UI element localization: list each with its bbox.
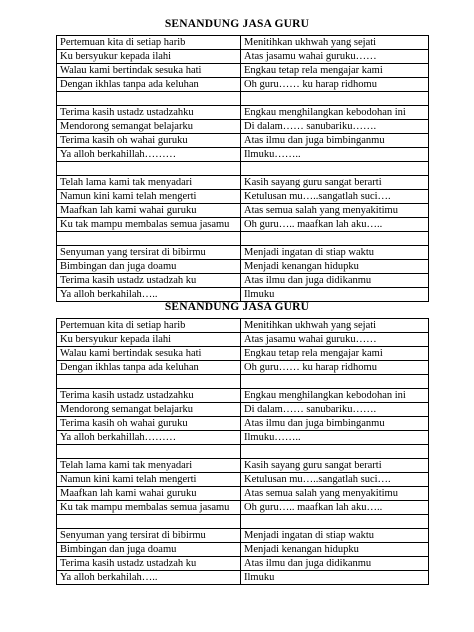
- lyric-line-left: Ya alloh berkahilah…..: [57, 288, 241, 302]
- lyric-row: [57, 319, 429, 333]
- lyric-line-right: Atas ilmu dan juga didikanmu: [241, 274, 429, 288]
- lyric-line-left: Maafkan lah kami wahai guruku: [57, 487, 241, 501]
- lyric-line-right: Oh guru….. maafkan lah aku…..: [241, 218, 429, 232]
- section-1-lyrics-table: [56, 35, 429, 302]
- lyric-line-left: Ya alloh berkahillah………: [57, 148, 241, 162]
- lyric-line-right: Atas jasamu wahai guruku……: [241, 50, 429, 64]
- lyric-row: [57, 557, 429, 571]
- lyric-line-left: Walau kami bertindak sesuka hati: [57, 64, 241, 78]
- lyric-row: [57, 134, 429, 148]
- lyric-row: [57, 78, 429, 92]
- lyric-line-right: Atas ilmu dan juga bimbinganmu: [241, 417, 429, 431]
- lyric-row: [57, 529, 429, 543]
- spacer-row: [57, 445, 429, 459]
- lyric-line-left: Ya alloh berkahilah…..: [57, 571, 241, 585]
- lyric-line-right: Menitihkan ukhwah yang sejati: [241, 36, 429, 50]
- lyric-line-right: [241, 92, 429, 106]
- lyric-line-left: Terima kasih ustadz ustadzahku: [57, 106, 241, 120]
- lyric-row: [57, 218, 429, 232]
- lyric-line-right: Oh guru…… ku harap ridhomu: [241, 78, 429, 92]
- lyric-line-left: Bimbingan dan juga doamu: [57, 260, 241, 274]
- lyric-line-left: Terima kasih ustadz ustadzah ku: [57, 274, 241, 288]
- lyric-line-left: Ku tak mampu membalas semua jasamu: [57, 501, 241, 515]
- lyric-line-right: Engkau tetap rela mengajar kami: [241, 64, 429, 78]
- lyric-line-right: Menjadi kenangan hidupku: [241, 260, 429, 274]
- lyric-row: [57, 417, 429, 431]
- lyric-line-left: Telah lama kami tak menyadari: [57, 176, 241, 190]
- lyric-line-left: Bimbingan dan juga doamu: [57, 543, 241, 557]
- lyric-line-right: Atas semua salah yang menyakitimu: [241, 487, 429, 501]
- lyric-line-left: Pertemuan kita di setiap harib: [57, 36, 241, 50]
- lyric-line-left: Pertemuan kita di setiap harib: [57, 319, 241, 333]
- lyric-line-left: Ku bersyukur kepada ilahi: [57, 333, 241, 347]
- lyric-line-right: Oh guru….. maafkan lah aku…..: [241, 501, 429, 515]
- lyric-row: [57, 36, 429, 50]
- lyric-line-right: Ilmuku……..: [241, 431, 429, 445]
- spacer-row: [57, 515, 429, 529]
- lyric-row: [57, 473, 429, 487]
- lyric-row: [57, 246, 429, 260]
- lyric-row: [57, 543, 429, 557]
- lyric-line-left: Namun kini kami telah mengerti: [57, 190, 241, 204]
- lyric-line-left: Walau kami bertindak sesuka hati: [57, 347, 241, 361]
- lyric-row: [57, 389, 429, 403]
- lyric-line-left: [57, 232, 241, 246]
- lyric-line-right: [241, 162, 429, 176]
- lyric-row: [57, 501, 429, 515]
- section-2-lyrics-table: [56, 318, 429, 585]
- lyric-row: [57, 333, 429, 347]
- lyric-line-right: Di dalam…… sanubariku…….: [241, 120, 429, 134]
- lyric-row: [57, 260, 429, 274]
- lyric-row: [57, 459, 429, 473]
- lyric-line-right: Engkau menghilangkan kebodohan ini: [241, 389, 429, 403]
- lyric-line-left: [57, 162, 241, 176]
- lyric-line-left: Senyuman yang tersirat di bibirmu: [57, 529, 241, 543]
- lyric-line-left: Terima kasih oh wahai guruku: [57, 417, 241, 431]
- lyric-line-right: Menjadi kenangan hidupku: [241, 543, 429, 557]
- spacer-row: [57, 375, 429, 389]
- lyric-line-left: [57, 92, 241, 106]
- lyric-line-right: Ilmuku: [241, 571, 429, 585]
- lyric-row: [57, 571, 429, 585]
- lyric-line-right: Atas semua salah yang menyakitimu: [241, 204, 429, 218]
- lyric-row: [57, 106, 429, 120]
- lyric-row: [57, 148, 429, 162]
- lyric-row: [57, 403, 429, 417]
- lyric-row: [57, 176, 429, 190]
- lyric-line-right: Di dalam…… sanubariku…….: [241, 403, 429, 417]
- lyric-line-left: Mendorong semangat belajarku: [57, 403, 241, 417]
- lyric-line-right: [241, 375, 429, 389]
- lyric-line-right: Ilmuku……..: [241, 148, 429, 162]
- lyric-line-left: Dengan ikhlas tanpa ada keluhan: [57, 78, 241, 92]
- lyric-row: [57, 120, 429, 134]
- lyric-line-left: Dengan ikhlas tanpa ada keluhan: [57, 361, 241, 375]
- lyric-row: [57, 190, 429, 204]
- lyric-line-left: Ku bersyukur kepada ilahi: [57, 50, 241, 64]
- lyric-line-right: Atas jasamu wahai guruku……: [241, 333, 429, 347]
- section-1-title: SENANDUNG JASA GURU: [164, 18, 310, 30]
- lyric-line-left: Terima kasih ustadz ustadzahku: [57, 389, 241, 403]
- lyric-row: [57, 204, 429, 218]
- lyric-row: [57, 288, 429, 302]
- lyric-line-right: [241, 445, 429, 459]
- lyric-line-right: [241, 232, 429, 246]
- lyric-line-left: [57, 445, 241, 459]
- lyric-line-right: Menjadi ingatan di stiap waktu: [241, 529, 429, 543]
- lyric-line-right: Ilmuku: [241, 288, 429, 302]
- lyric-line-left: Telah lama kami tak menyadari: [57, 459, 241, 473]
- lyric-line-right: Engkau tetap rela mengajar kami: [241, 347, 429, 361]
- lyric-line-left: [57, 375, 241, 389]
- lyric-line-left: Terima kasih ustadz ustadzah ku: [57, 557, 241, 571]
- lyric-line-left: Mendorong semangat belajarku: [57, 120, 241, 134]
- lyric-row: [57, 347, 429, 361]
- lyric-line-right: Ketulusan mu…..sangatlah suci….: [241, 190, 429, 204]
- section-2-title: SENANDUNG JASA GURU: [164, 301, 310, 313]
- lyric-line-right: Atas ilmu dan juga bimbinganmu: [241, 134, 429, 148]
- lyric-line-right: Oh guru…… ku harap ridhomu: [241, 361, 429, 375]
- lyric-line-right: [241, 515, 429, 529]
- lyric-row: [57, 64, 429, 78]
- lyric-line-left: Ya alloh berkahillah………: [57, 431, 241, 445]
- lyric-row: [57, 361, 429, 375]
- lyric-line-left: Ku tak mampu membalas semua jasamu: [57, 218, 241, 232]
- lyric-row: [57, 274, 429, 288]
- lyric-row: [57, 431, 429, 445]
- lyric-line-right: Menitihkan ukhwah yang sejati: [241, 319, 429, 333]
- lyric-line-right: Kasih sayang guru sangat berarti: [241, 459, 429, 473]
- lyric-line-left: Maafkan lah kami wahai guruku: [57, 204, 241, 218]
- lyric-line-right: Engkau menghilangkan kebodohan ini: [241, 106, 429, 120]
- lyric-line-right: Ketulusan mu…..sangatlah suci….: [241, 473, 429, 487]
- lyric-line-left: [57, 515, 241, 529]
- lyric-row: [57, 50, 429, 64]
- lyric-line-left: Terima kasih oh wahai guruku: [57, 134, 241, 148]
- lyric-line-right: Atas ilmu dan juga didikanmu: [241, 557, 429, 571]
- lyric-line-left: Senyuman yang tersirat di bibirmu: [57, 246, 241, 260]
- lyric-line-left: Namun kini kami telah mengerti: [57, 473, 241, 487]
- spacer-row: [57, 162, 429, 176]
- spacer-row: [57, 92, 429, 106]
- spacer-row: [57, 232, 429, 246]
- lyric-row: [57, 487, 429, 501]
- lyric-line-right: Kasih sayang guru sangat berarti: [241, 176, 429, 190]
- lyric-line-right: Menjadi ingatan di stiap waktu: [241, 246, 429, 260]
